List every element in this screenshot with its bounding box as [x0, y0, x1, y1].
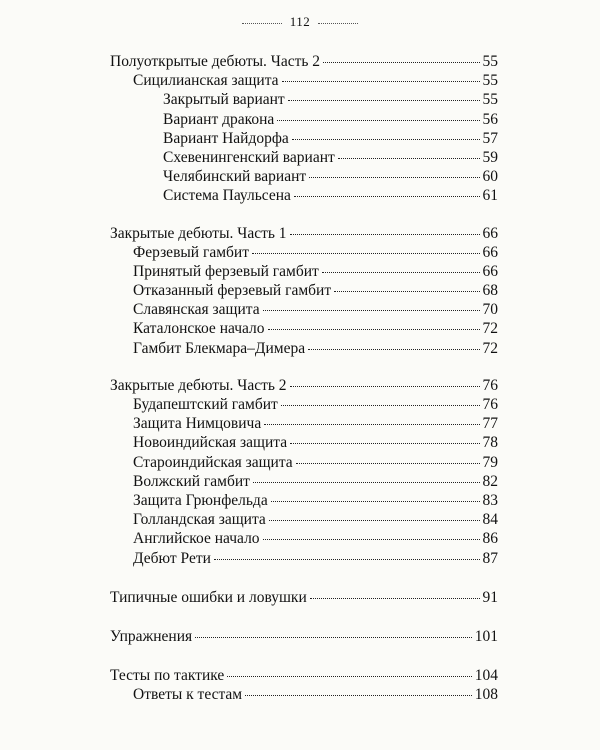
dot-leader [268, 329, 480, 330]
toc-entry-label: Тесты по тактике [110, 667, 225, 685]
dot-leader [281, 405, 480, 406]
toc-entry-label: Сицилианская защита [133, 72, 279, 90]
toc-entry [133, 319, 498, 338]
dot-leader [309, 177, 479, 178]
dot-leader [253, 482, 480, 483]
section-gap [0, 568, 600, 588]
toc-entry [133, 262, 498, 281]
header-ornament-right [318, 23, 358, 24]
toc-entry-label: Упражнения [110, 627, 193, 645]
toc-entry-page: 55 [482, 91, 498, 109]
toc-entry [133, 472, 498, 491]
toc-entry-page: 60 [482, 168, 498, 186]
toc-entry-page: 87 [482, 549, 498, 567]
header-ornament-left [242, 23, 282, 24]
toc-section-heading [110, 588, 498, 607]
toc-entry-page: 77 [482, 415, 498, 433]
toc-entry-page: 101 [474, 627, 498, 645]
toc-section-heading [110, 52, 498, 71]
toc-entry [133, 300, 498, 319]
toc-entry-page: 84 [482, 511, 498, 529]
toc-entry-page: 59 [482, 148, 498, 166]
toc-entry-label: Принятый ферзевый гамбит [133, 262, 319, 280]
dot-leader [290, 386, 480, 387]
toc-section-heading [110, 666, 498, 685]
toc-entry-page: 91 [482, 588, 498, 606]
dot-leader [294, 196, 480, 197]
dot-leader [227, 676, 471, 677]
dot-leader [245, 695, 472, 696]
toc-entry-label: Ферзевый гамбит [133, 243, 249, 261]
toc-entry-label: Будапештский гамбит [133, 396, 278, 413]
dot-leader [290, 443, 479, 444]
table-of-contents [0, 52, 600, 704]
toc-entry-page: 66 [482, 262, 498, 280]
toc-entry [133, 529, 498, 548]
section-gap [0, 646, 600, 666]
toc-entry-label: Ответы к тестам [133, 686, 243, 704]
toc-entry-page: 66 [482, 243, 498, 261]
dot-leader [263, 310, 480, 311]
toc-entry-page: 68 [482, 282, 498, 300]
toc-entry [133, 339, 498, 358]
toc-entry-page: 66 [482, 224, 498, 242]
toc-entry-label: Вариант Найдорфа [163, 129, 289, 147]
toc-entry [133, 433, 498, 452]
toc-entry [133, 414, 498, 433]
dot-leader [282, 81, 480, 82]
section-gap [0, 607, 600, 627]
toc-entry-label: Вариант дракона [163, 110, 275, 128]
toc-entry [133, 491, 498, 510]
dot-leader [195, 637, 472, 638]
toc-entry-label: Закрытый вариант [163, 91, 285, 109]
toc-entry [133, 453, 498, 472]
toc-entry-page: 104 [474, 667, 498, 685]
toc-entry [163, 110, 498, 129]
toc-entry [163, 186, 498, 205]
toc-entry-page: 78 [482, 434, 498, 452]
toc-entry-label: Закрытые дебюты. Часть 1 [110, 224, 287, 242]
toc-section-heading [110, 627, 498, 646]
toc-entry-label: Защита Грюнфельда [133, 491, 268, 509]
toc-entry-page: 108 [474, 686, 498, 704]
toc-entry-page: 56 [482, 110, 498, 128]
toc-entry-page: 72 [482, 320, 498, 338]
toc-entry-page: 55 [482, 72, 498, 90]
dot-leader [338, 158, 480, 159]
toc-entry-label: Английское начало [133, 530, 260, 548]
dot-leader [271, 501, 480, 502]
dot-leader [288, 100, 480, 101]
dot-leader [296, 463, 480, 464]
toc-entry-label: Защита Нимцовича [133, 415, 262, 433]
toc-entry-label: Отказанный ферзевый гамбит [133, 282, 332, 300]
dot-leader [310, 598, 480, 599]
toc-entry [163, 148, 498, 167]
toc-entry-page: 70 [482, 301, 498, 319]
toc-entry [133, 685, 498, 704]
toc-entry-page: 86 [482, 530, 498, 548]
toc-entry [133, 243, 498, 262]
dot-leader [322, 272, 480, 273]
toc-entry-label: Славянская защита [133, 301, 260, 319]
toc-entry-label: Волжский гамбит [133, 472, 250, 490]
toc-entry [133, 395, 498, 414]
dot-leader [292, 139, 480, 140]
toc-entry-page: 83 [482, 491, 498, 509]
toc-entry-label: Челябинский вариант [163, 168, 307, 186]
toc-entry-page: 55 [482, 53, 498, 70]
page-header [0, 14, 600, 30]
toc-entry [163, 129, 498, 148]
toc-entry [133, 281, 498, 300]
page-number: 112 [289, 14, 311, 29]
dot-leader [277, 120, 479, 121]
dot-leader [263, 539, 480, 540]
toc-entry-page: 76 [482, 396, 498, 413]
toc-entry-label: Каталонское начало [133, 320, 265, 338]
toc-entry-page: 79 [482, 453, 498, 471]
dot-leader [264, 424, 479, 425]
toc-entry-page: 57 [482, 129, 498, 147]
toc-entry-label: Типичные ошибки и ловушки [110, 588, 307, 606]
toc-entry-label: Система Паульсена [163, 187, 291, 205]
dot-leader [214, 559, 480, 560]
dot-leader [269, 520, 480, 521]
toc-section-heading [110, 224, 498, 243]
toc-entry-page: 61 [482, 187, 498, 205]
section-gap [0, 358, 600, 376]
dot-leader [308, 349, 479, 350]
toc-entry-page: 72 [482, 339, 498, 357]
toc-entry-label: Староиндийская защита [133, 453, 293, 471]
toc-entry-label: Гамбит Блекмара–Димера [133, 339, 306, 357]
toc-entry [133, 510, 498, 529]
toc-entry [133, 549, 498, 568]
dot-leader [334, 291, 479, 292]
toc-entry-label: Голландская защита [133, 511, 266, 529]
toc-entry [133, 71, 498, 90]
toc-entry-label: Полуоткрытые дебюты. Часть 2 [110, 53, 321, 70]
toc-entry-label: Новоиндийская защита [133, 434, 288, 452]
toc-entry-label: Дебют Рети [133, 549, 211, 567]
toc-entry [163, 167, 498, 186]
toc-entry-label: Закрытые дебюты. Часть 2 [110, 376, 287, 394]
dot-leader [323, 62, 479, 63]
dot-leader [252, 253, 480, 254]
toc-entry-page: 82 [482, 472, 498, 490]
toc-entry-page: 76 [482, 376, 498, 394]
toc-entry-label: Схевенингенский вариант [163, 148, 335, 166]
section-gap [0, 206, 600, 224]
dot-leader [290, 234, 480, 235]
toc-entry [163, 90, 498, 109]
toc-section-heading [110, 376, 498, 395]
